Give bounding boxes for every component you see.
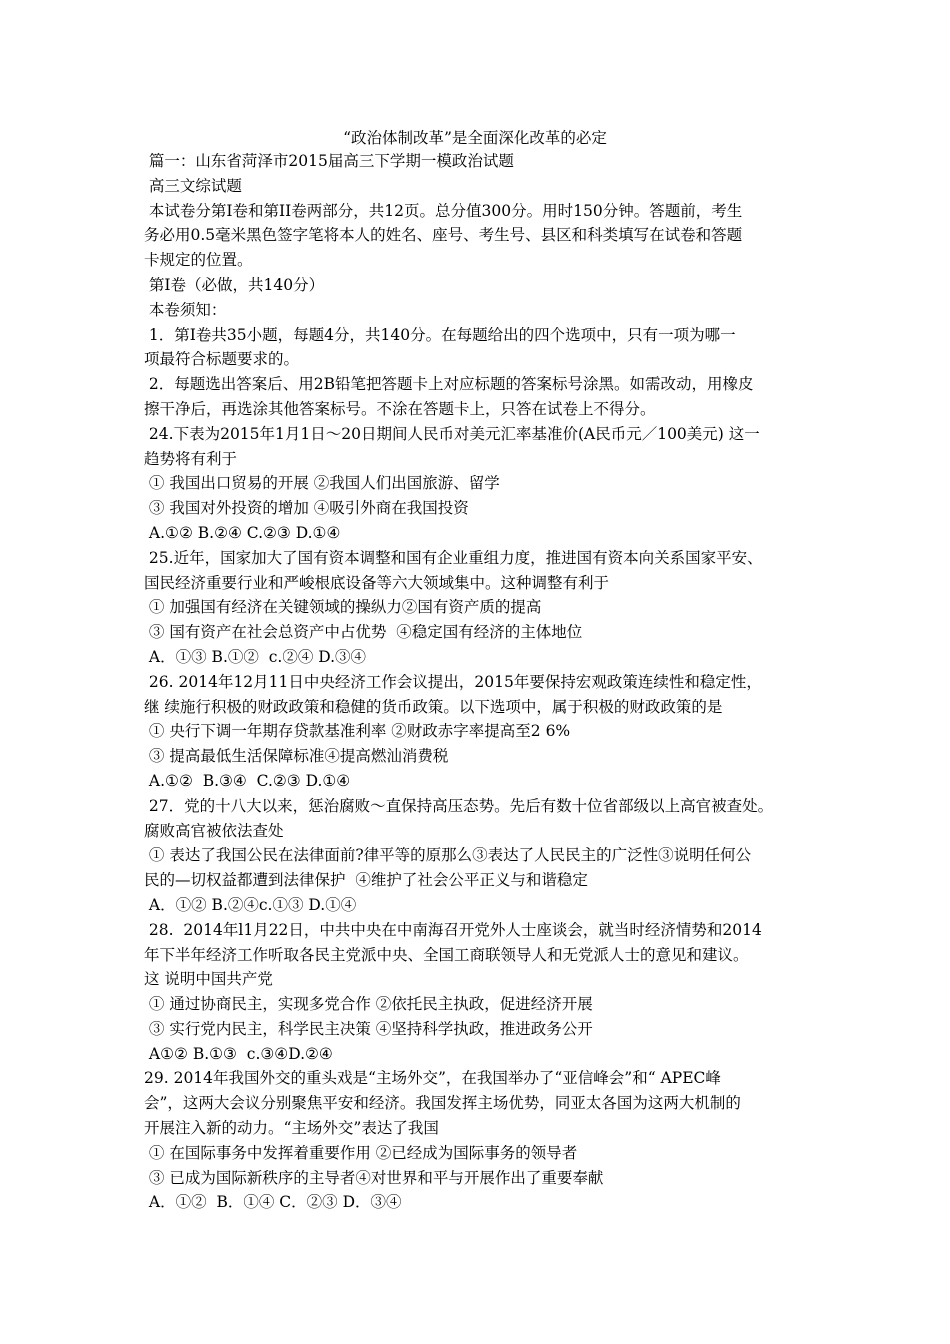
text-line: A.①② B.②④ C.②③ D.①④ <box>144 523 341 542</box>
text-line: A.①② B.③④ C.②③ D.①④ <box>144 771 351 790</box>
text-line: 本试卷分第I卷和第II卷两部分，共12页。总分值300分。用时150分钟。答题前，考生 <box>144 201 743 220</box>
text-line: 28. 2014年l1月22日，中共中央在中南海召开党外人士座谈会，就当时经济情势和2014 <box>144 920 762 939</box>
text-line: A．①② B．①④ C．②③ D．③④ <box>144 1193 402 1212</box>
text-line: 开展注入新的动力。“主场外交”表达了我国 <box>144 1119 439 1138</box>
text-line: ③ 国有资产在社会总资产中占优势 ④稳定国有经济的主体地位 <box>144 623 583 642</box>
text-line: 这 说明中国共产党 <box>144 970 273 989</box>
document-title: “政治体制改革”是全面深化改革的必定 <box>343 129 607 147</box>
text-line: 擦干净后，再选涂其他答案标号。不涂在答题卡上，只答在试卷上不得分。 <box>144 399 656 418</box>
text-line: 腐败高官被依法查处 <box>144 821 284 840</box>
text-line: A．①③ B.①② c.②④ D.③④ <box>144 647 367 666</box>
text-line: 本卷须知： <box>144 300 227 319</box>
text-line: 趋势将有利于 <box>144 449 238 468</box>
text-line: 继 续施行积极的财政政策和稳健的货币政策。以下选项中，属于积极的财政政策的是 <box>144 697 723 716</box>
text-line: 24.下表为2015年1月1日～20日期间人民币对美元汇率基准价(A民币元／100美元) 这一 <box>144 424 760 443</box>
text-line: 29. 2014年我国外交的重头戏是“主场外交”，在我国举办了“亚信峰会”和“ APEC峰 <box>144 1069 721 1088</box>
text-line: 会”，这两大会议分别聚焦平安和经济。我国发挥主场优势，同亚太各国为这两大机制的 <box>144 1094 741 1113</box>
text-line: 25.近年，国家加大了国有资本调整和国有企业重组力度，推进国有资本向关系国家平安、 <box>144 548 763 567</box>
text-line: 高三文综试题 <box>144 176 242 195</box>
text-line: ① 表达了我国公民在法律面前?律平等的原那么③表达了人民民主的广泛性③说明任何公 <box>144 846 752 865</box>
text-line: 26. 2014年12月11日中央经济工作会议提出，2015年要保持宏观政策连续性和稳定性， <box>144 672 762 691</box>
text-line: 项最符合标题要求的。 <box>144 350 300 369</box>
text-line: ③ 我国对外投资的增加 ④吸引外商在我国投资 <box>144 499 469 518</box>
text-line: ① 加强国有经济在关键领域的操纵力②国有资产质的提高 <box>144 598 542 617</box>
text-line: A．①② B.②④c.①③ D.①④ <box>144 895 357 914</box>
text-line: 卡规定的位置。 <box>144 251 253 270</box>
text-line: ① 在国际事务中发挥着重要作用 ②已经成为国际事务的领导者 <box>144 1143 578 1162</box>
text-line: ① 央行下调一年期存贷款基准利率 ②财政赤字率提高至2 6% <box>144 722 571 741</box>
text-line: ① 通过协商民主，实现多党合作 ②依托民主执政，促进经济开展 <box>144 995 593 1014</box>
text-line: 第I卷（必做，共140分） <box>144 275 325 294</box>
document-body <box>144 149 820 1215</box>
text-line: ③ 实行党内民主，科学民主决策 ④坚持科学执政，推进政务公开 <box>144 1019 593 1038</box>
text-line: 2．每题选出答案后、用2B铅笔把答题卡上对应标题的答案标号涂黑。如需改动，用橡皮 <box>144 375 754 394</box>
text-line: 27．党的十八大以来，惩治腐败～直保持高压态势。先后有数十位省部级以上高官被查处。 <box>144 796 774 815</box>
text-line: A①② B.①③ c.③④D.②④ <box>144 1044 333 1063</box>
text-line: 国民经济重要行业和严峻根底设备等六大领域集中。这种调整有利于 <box>144 573 610 592</box>
text-line: 年下半年经济工作听取各民主党派中央、全国工商联领导人和无党派人士的意见和建议。 <box>144 945 749 964</box>
text-line: 篇一：山东省菏泽市2015届高三下学期一模政治试题 <box>144 152 514 170</box>
text-line: ① 我国出口贸易的开展 ②我国人们出国旅游、留学 <box>144 474 500 493</box>
text-line: 民的—切权益都遭到法律保护 ④维护了社会公平正义与和谐稳定 <box>144 871 588 890</box>
text-line: 1．第I卷共35小题，每题4分，共140分。在每题给出的四个选项中，只有一项为哪一 <box>144 325 736 344</box>
text-line: ③ 提高最低生活保障标准④提高燃汕消费税 <box>144 747 449 766</box>
text-line: ③ 已成为国际新秩序的主导者④对世界和平与开展作出了重要奉献 <box>144 1168 604 1187</box>
text-line: 务必用0.5毫米黑色签字笔将本人的姓名、座号、考生号、县区和科类填写在试卷和答题 <box>144 226 743 245</box>
